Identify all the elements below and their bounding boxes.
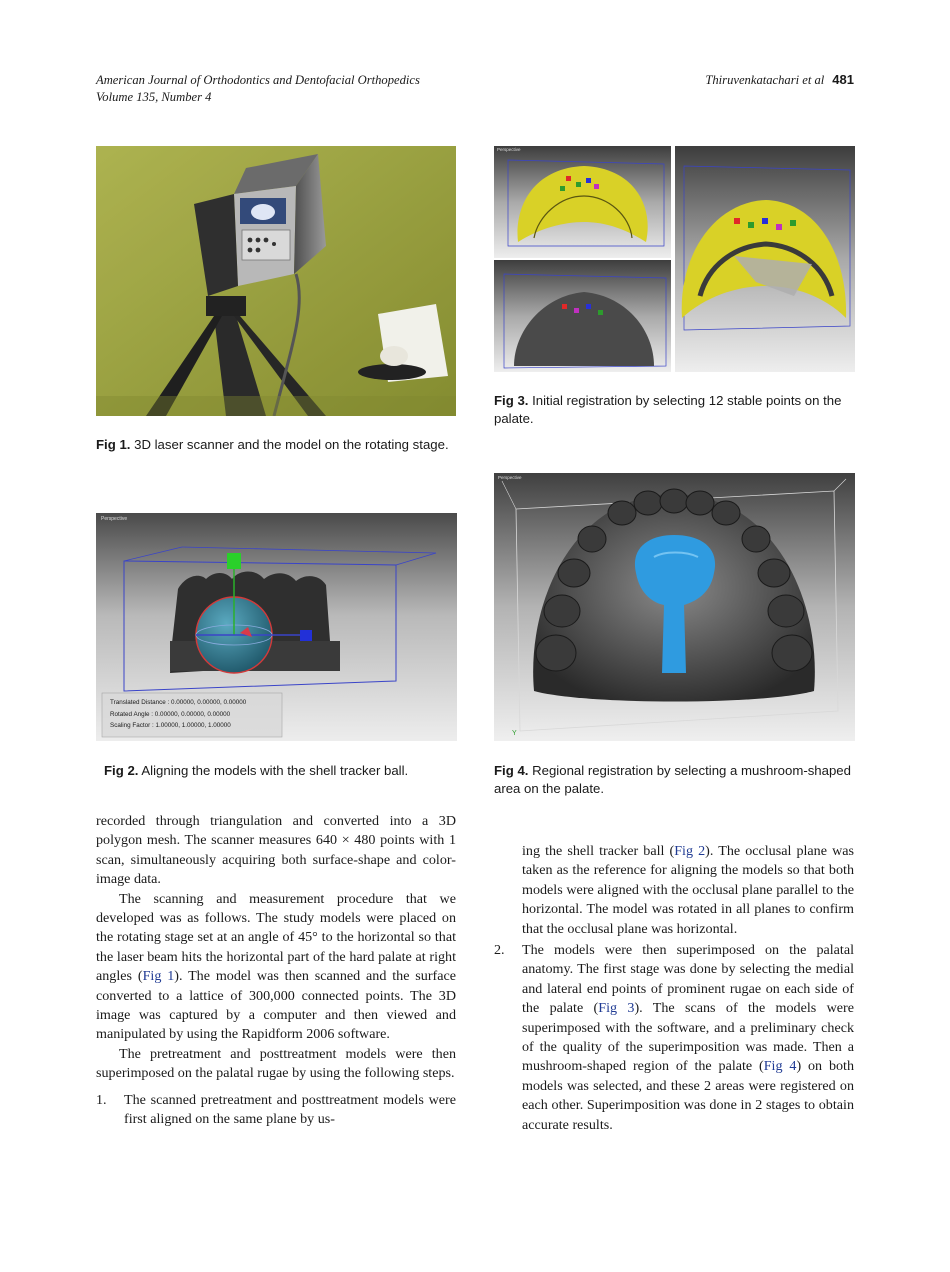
step-1-text: The scanned pretreatment and posttreatment models were first aligned on the same plane by us-	[124, 1091, 456, 1128]
readout-scaling: Scaling Factor : 1.00000, 1.00000, 1.00000	[110, 722, 231, 729]
fig4-viewport-label: Perspective	[498, 475, 522, 480]
paragraph-superimposition: The pretreatment and posttreatment models were then superimposed on the palatal rugae by using the following steps.	[96, 1045, 456, 1082]
fig3-image	[494, 146, 855, 372]
step-2	[494, 941, 854, 1135]
fig2-viewport-label: Perspective	[101, 516, 128, 522]
fig1-link[interactable]: Fig 1	[142, 968, 175, 985]
fig4-link[interactable]: Fig 4	[763, 1058, 797, 1075]
author-running-head: Thiruvenkatachari et al	[705, 73, 825, 87]
fig1-image	[96, 146, 456, 416]
fig4-image	[494, 473, 855, 741]
fig2-image	[96, 513, 457, 741]
fig4-caption	[494, 762, 855, 798]
fig3-viewport-label: Perspective	[497, 147, 521, 152]
journal-volume: Volume 135, Number 4	[96, 90, 212, 104]
step-2-text-c: ) on both models was selected, and these 2 areas were registered on each other. Superimposition was done in 2 stages to obtain accurate results.	[522, 1058, 854, 1133]
fig2-caption	[104, 762, 456, 780]
svg-text:Y: Y	[512, 730, 517, 737]
step-2-text-b: ). The scans of the models were superimposed with the software, and a preliminary check of the quality of the superimposition was made. Then a mushroom-shaped region of the palate (	[522, 1000, 854, 1075]
fig3-label: Fig 3.	[494, 393, 529, 408]
cont-text-a: ing the shell tracker ball (	[522, 843, 675, 859]
step-1-continued	[494, 842, 854, 939]
fig4-caption-text: Regional registration by selecting a mushroom-shaped area on the palate.	[494, 763, 851, 796]
paragraph-scanner: recorded through triangulation and converted into a 3D polygon mesh. The scanner measures 640 × 480 points with 1 scan, simultaneously acquiring both surface-shape and color-image data.	[96, 813, 456, 888]
p2-text-a: The scanning and measurement procedure that we developed was as follows. The study models were placed on the rotating stage set at an angle of 45° to the horizontal so that the laser beam hits the horizontal part of the hard palate at right angles (	[96, 890, 456, 985]
page-number: 481	[832, 72, 854, 87]
fig4-label: Fig 4.	[494, 763, 529, 778]
right-column-text	[494, 842, 854, 1135]
cont-text-b: ). The occlusal plane was taken as the reference for aligning the models so that both models were aligned with the occlusal plane parallel to the horizontal. The model was rotated in all planes to confirm that the occlusal plane was horizontal.	[522, 843, 854, 937]
running-head-right	[705, 72, 854, 88]
readout-rotated: Rotated Angle : 0.00000, 0.00000, 0.00000	[110, 710, 231, 718]
step-1	[96, 1091, 456, 1130]
fig3-caption	[494, 392, 855, 428]
fig1-label: Fig 1.	[96, 437, 131, 452]
step-1-number: 1.	[96, 1091, 107, 1108]
left-column-text	[96, 812, 456, 1130]
step-2-number: 2.	[494, 942, 505, 959]
fig2-label: Fig 2.	[104, 763, 139, 778]
paragraph-procedure	[96, 890, 456, 1045]
fig2-link[interactable]: Fig 2	[674, 843, 706, 859]
fig2-transform-readout	[110, 697, 246, 732]
fig1-caption	[96, 436, 456, 454]
fig3-link[interactable]: Fig 3	[598, 1000, 635, 1017]
journal-header	[96, 72, 420, 106]
journal-title: American Journal of Orthodontics and Dentofacial Orthopedics	[96, 73, 420, 87]
readout-translated: Translated Distance : 0.00000, 0.00000, 0.00000	[110, 699, 247, 706]
fig3-caption-text: Initial registration by selecting 12 stable points on the palate.	[494, 393, 842, 426]
step-2-text-a: The models were then superimposed on the palatal anatomy. The first stage was done by selecting the medial and lateral end points of prominent rugae on each side of the palate (	[522, 942, 854, 1017]
fig1-caption-text: 3D laser scanner and the model on the rotating stage.	[134, 437, 449, 452]
p2-text-b: ). The model was then scanned and the surface converted to a lattice of 300,000 connected points. The 3D image was captured by a computer and then viewed and manipulated by using the Rapidform 2006 software.	[96, 968, 456, 1043]
fig2-caption-text: Aligning the models with the shell tracker ball.	[141, 763, 409, 778]
